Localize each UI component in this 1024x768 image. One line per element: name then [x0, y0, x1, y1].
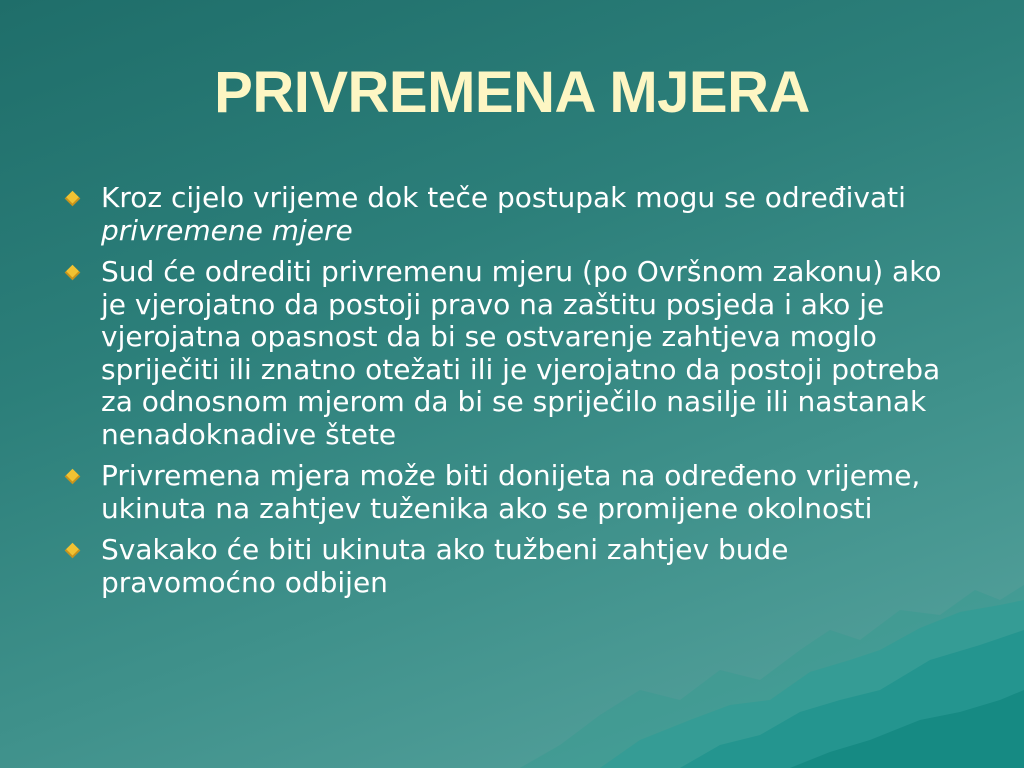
bullet-text: Privremena mjera može biti donijeta na određeno vrijeme, ukinuta na zahtjev tuženika ako se promijene okolnosti [101, 459, 921, 525]
bullet-text: Svakako će biti ukinuta ako tužbeni zahtjev bude pravomoćno odbijen [101, 533, 789, 599]
slide-title: PRIVREMENA MJERA [214, 60, 810, 125]
bullet-item [64, 460, 969, 525]
diamond-bullet-icon [65, 469, 81, 485]
bullet-item [64, 182, 969, 247]
diamond-bullet-icon [65, 543, 81, 559]
diamond-bullet-icon [65, 191, 81, 207]
bullet-item [64, 534, 969, 599]
diamond-bullet-icon [65, 265, 81, 281]
bullet-item [64, 256, 969, 451]
bullet-list [64, 182, 969, 608]
bullet-text: Sud će odrediti privremenu mjeru (po Ovršnom zakonu) ako je vjerojatno da postoji pravo na zaštitu posjeda i ako je vjerojatna opasnost da bi se ostvarenje zahtjeva moglo spriječiti ili znatno otežati ili je vjerojatno da postoji potreba za odnosnom mjerom da bi se spriječilo nasilje ili nastanak nenadoknadive štete [101, 255, 942, 451]
bullet-text: Kroz cijelo vrijeme dok teče postupak mogu se određivati [101, 181, 906, 214]
bullet-emphasis: privremene mjere [101, 213, 353, 247]
